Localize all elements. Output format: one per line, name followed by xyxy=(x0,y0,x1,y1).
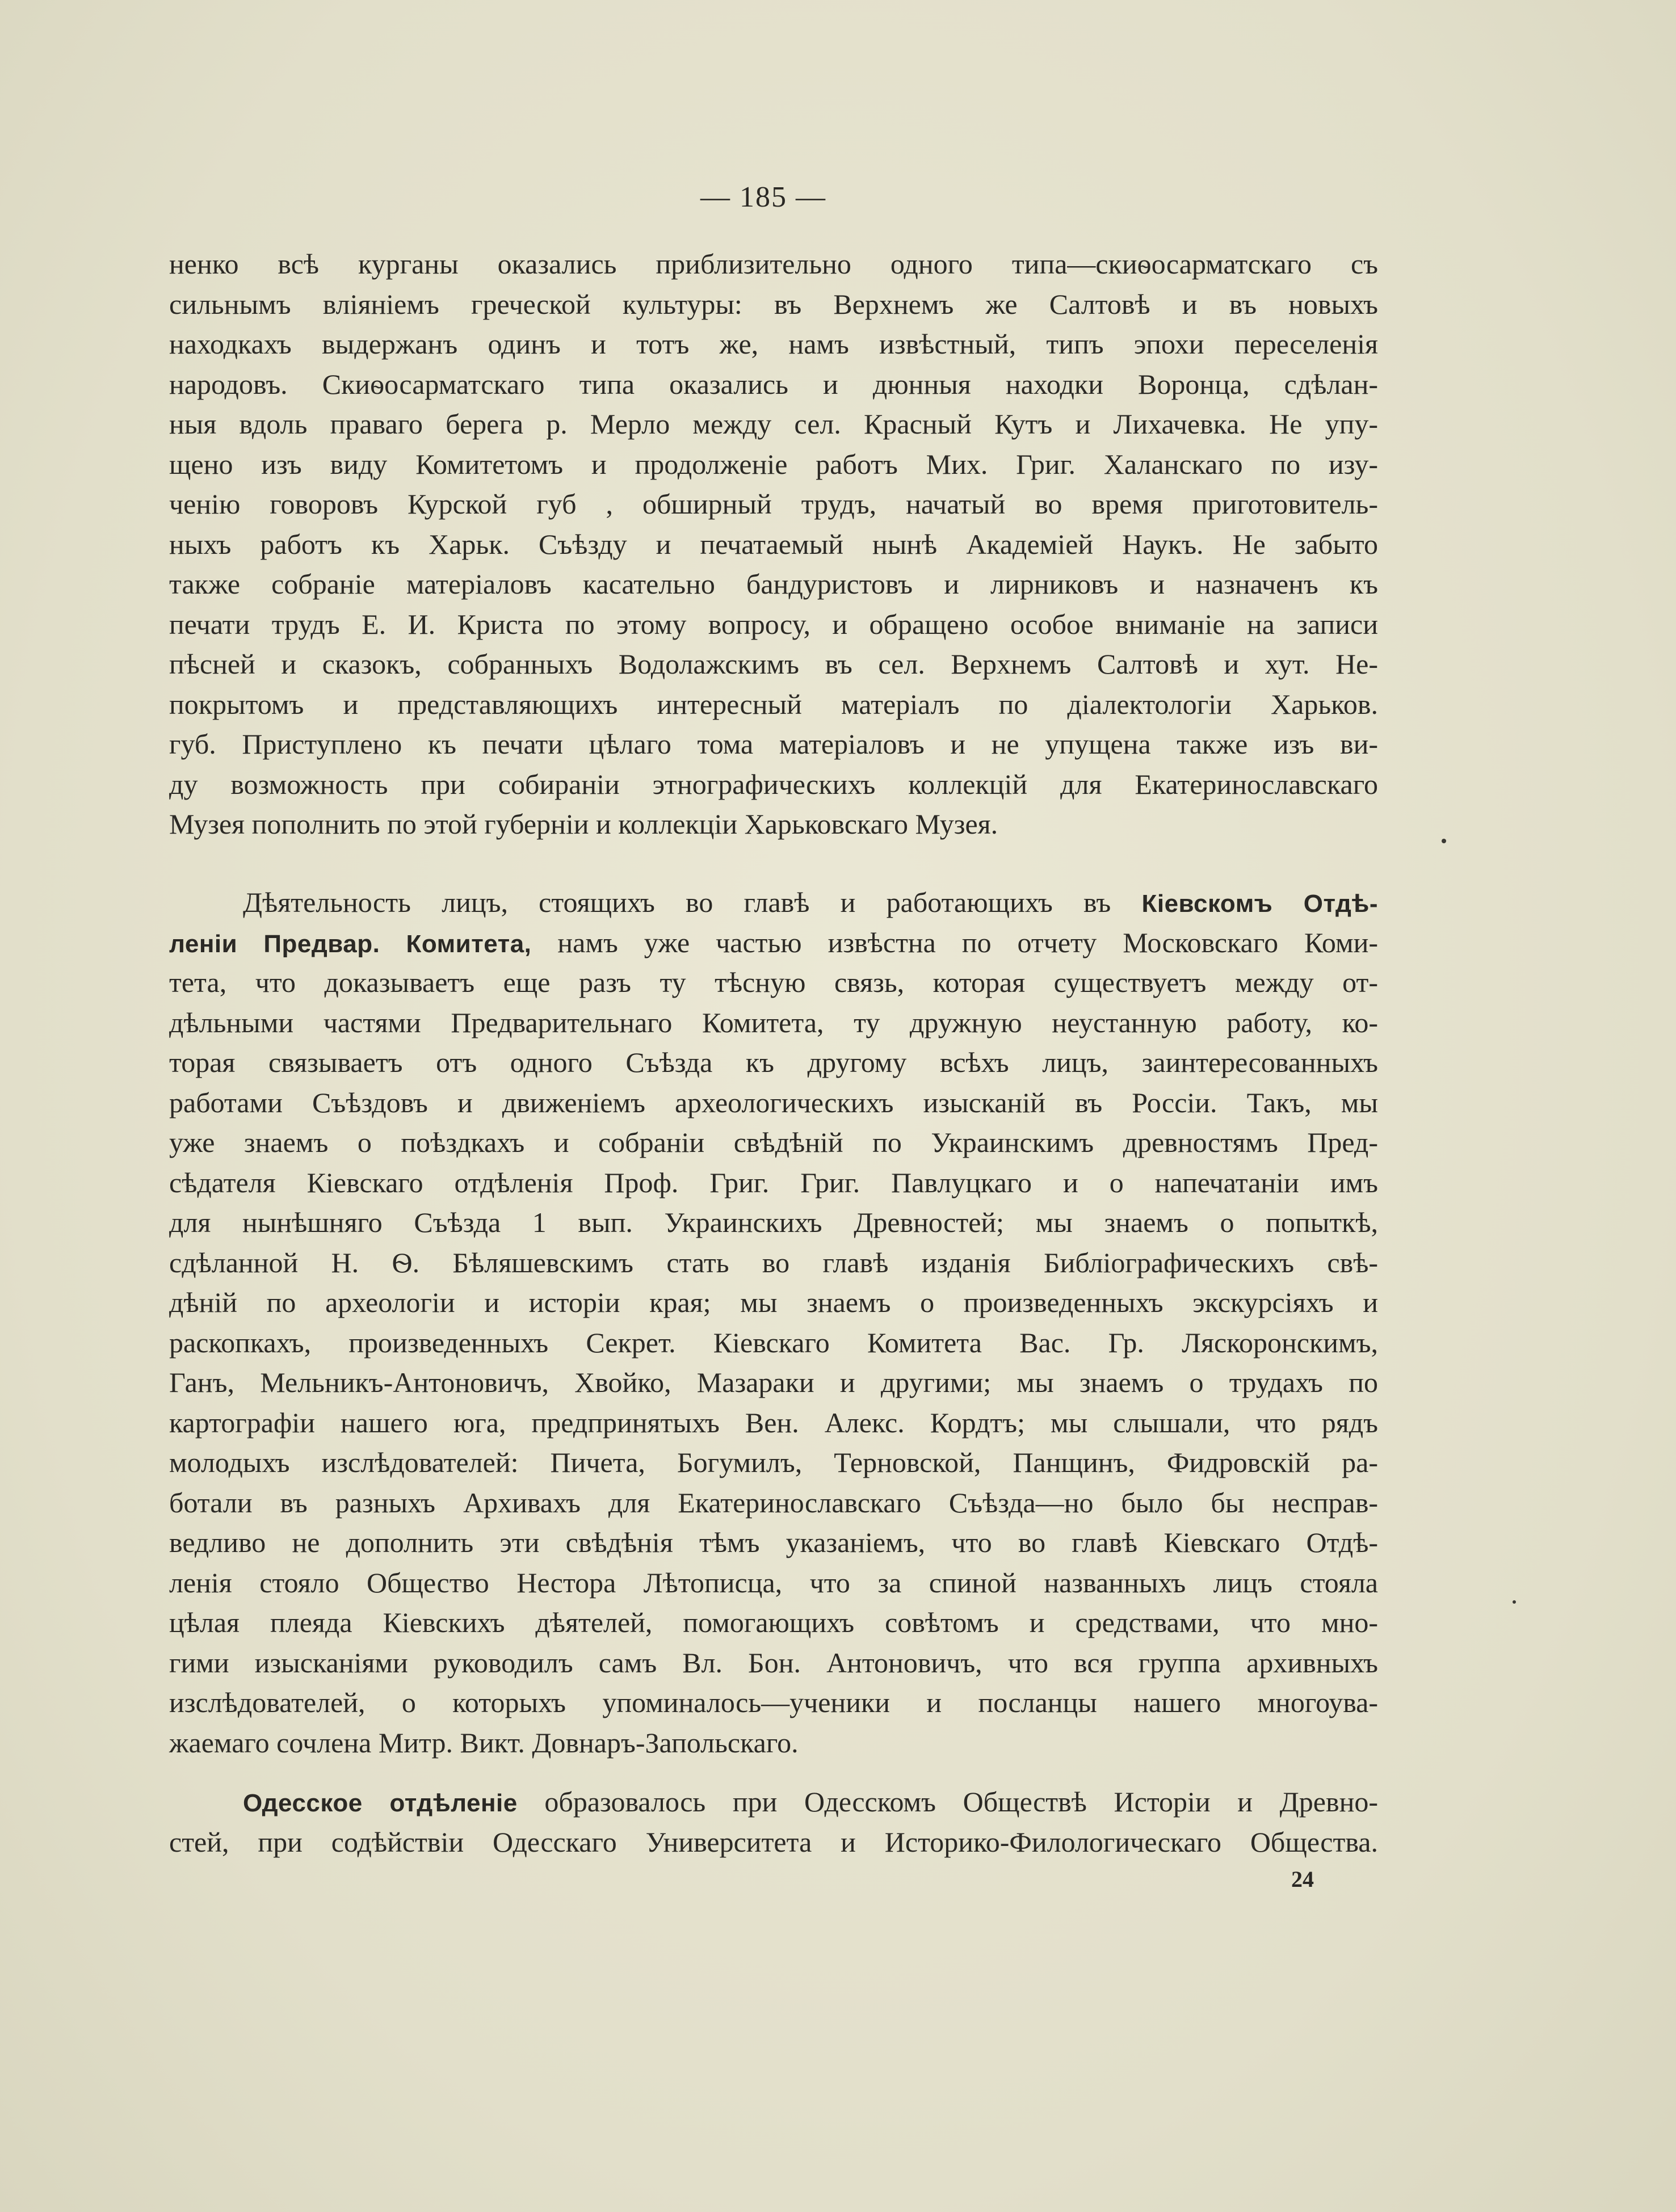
text-line: картографіи нашего юга, предпринятыхъ Вен. Алекс. Кордтъ; мы слышали, что рядъ xyxy=(169,1406,1378,1439)
text-line: ненко всѣ курганы оказались приблизительно одного типа—скиѳосарматскаго съ xyxy=(169,248,1378,280)
bold-heading: Кіевскомъ Отдѣ- xyxy=(1141,890,1378,918)
ink-speck xyxy=(1513,1600,1516,1604)
text-line: стей, при содѣйствіи Одесскаго Университета и Историко-Филологическаго Общества. xyxy=(169,1826,1378,1858)
text-segment: образовалось при Одесскомъ Обществѣ Исторіи и Древно- xyxy=(517,1786,1378,1818)
text-line: работами Съѣздовъ и движеніемъ археологическихъ изысканій въ Россіи. Такъ, мы xyxy=(169,1086,1378,1118)
text-line: уже знаемъ о поѣздкахъ и собраніи свѣдѣній по Украинскимъ древностямъ Пред- xyxy=(169,1126,1378,1158)
text-line: Ганъ, Мельникъ-Антоновичъ, Хвойко, Мазараки и другими; мы знаемъ о трудахъ по xyxy=(169,1366,1378,1398)
text-line: печати трудъ Е. И. Криста по этому вопросу, и обращено особое вниманіе на записи xyxy=(169,608,1378,640)
text-line: сильнымъ вліяніемъ греческой культуры: въ Верхнемъ же Салтовѣ и въ новыхъ xyxy=(169,288,1378,320)
text-line: ченію говоровъ Курской губ , обширный трудъ, начатый во время приготовитель- xyxy=(169,488,1378,520)
text-line: покрытомъ и представляющихъ интересный матеріалъ по діалектологіи Харьков. xyxy=(169,688,1378,720)
page-number: — 185 — xyxy=(700,181,826,213)
text-line: также собраніе матеріаловъ касательно бандуристовъ и лирниковъ и назначенъ къ xyxy=(169,568,1378,600)
text-segment: намъ уже частью извѣстна по отчету Московскаго Коми- xyxy=(531,926,1378,958)
text-line: сдѣланной Н. Ѳ. Бѣляшевскимъ стать во главѣ изданія Библіографическихъ свѣ- xyxy=(169,1246,1378,1279)
text-line: ныя вдоль праваго берега р. Мерло между сел. Красный Кутъ и Лихачевка. Не упу- xyxy=(169,408,1378,440)
text-line: раскопкахъ, произведенныхъ Секрет. Кіевскаго Комитета Вас. Гр. Ляскоронскимъ, xyxy=(169,1326,1378,1359)
text-line: дѣній по археологіи и исторіи края; мы знаемъ о произведенныхъ экскурсіяхъ и xyxy=(169,1286,1378,1318)
text-line: ботали въ разныхъ Архивахъ для Екатеринославскаго Съѣзда—но было бы несправ- xyxy=(169,1486,1378,1519)
ink-speck xyxy=(1442,839,1446,843)
text-line: изслѣдователей, о которыхъ упоминалось—ученики и посланцы нашего многоува- xyxy=(169,1687,1378,1718)
signature-mark: 24 xyxy=(1291,1866,1314,1892)
text-line: жаемаго сочлена Митр. Викт. Довнаръ-Запольскаго. xyxy=(169,1726,799,1759)
text-line: народовъ. Скиѳосарматскаго типа оказались и дюнныя находки Воронца, сдѣлан- xyxy=(169,368,1378,400)
paragraph-2 xyxy=(169,882,1378,1763)
text-line: Музея пополнить по этой губерніи и коллекціи Харьковскаго Музея. xyxy=(169,808,998,840)
text-line: ду возможность при собираніи этнографическихъ коллекцій для Екатеринославскаго xyxy=(169,768,1378,800)
text-line: молодыхъ изслѣдователей: Пичета, Богумилъ, Терновской, Панщинъ, Фидровскій ра- xyxy=(169,1446,1378,1478)
paragraph-1 xyxy=(169,244,1378,844)
text-line: цѣлая плеяда Кіевскихъ дѣятелей, помогающихъ совѣтомъ и средствами, что мно- xyxy=(169,1607,1378,1638)
text-segment: Дѣятельность лицъ, стоящихъ во главѣ и работающихъ въ xyxy=(243,886,1142,918)
text-line: торая связываетъ отъ одного Съѣзда къ другому всѣхъ лицъ, заинтересованныхъ xyxy=(169,1046,1378,1078)
text-line: тета, что доказываетъ еще разъ ту тѣсную связь, которая существуетъ между от- xyxy=(169,966,1378,998)
text-line: ленія стояло Общество Нестора Лѣтописца, что за спиной названныхъ лицъ стояла xyxy=(169,1566,1378,1599)
text-line xyxy=(169,882,1378,923)
text-line: сѣдателя Кіевскаго отдѣленія Проф. Григ. Григ. Павлуцкаго и о напечатаніи имъ xyxy=(169,1166,1378,1198)
bold-heading: леніи Предвар. Комитета, xyxy=(169,930,532,958)
text-line: ныхъ работъ къ Харьк. Съѣзду и печатаемый нынѣ Академіей Наукъ. Не забыто xyxy=(169,528,1378,560)
text-line: щено изъ виду Комитетомъ и продолженіе работъ Мих. Григ. Халанскаго по изу- xyxy=(169,448,1378,480)
text-line: ведливо не дополнить эти свѣдѣнія тѣмъ указаніемъ, что во главѣ Кіевскаго Отдѣ- xyxy=(169,1526,1378,1558)
text-line: для нынѣшняго Съѣзда 1 вып. Украинскихъ Древностей; мы знаемъ о попыткѣ, xyxy=(169,1206,1378,1238)
paragraph-3 xyxy=(169,1782,1378,1862)
text-line xyxy=(169,923,1378,963)
text-line: дѣльными частями Предварительнаго Комитета, ту дружную неустанную работу, ко- xyxy=(169,1006,1378,1038)
text-line: пѣсней и сказокъ, собранныхъ Водолажскимъ въ сел. Верхнемъ Салтовѣ и хут. Не- xyxy=(169,648,1378,680)
text-line: гими изысканіями руководилъ самъ Вл. Бон. Антоновичъ, что вся группа архивныхъ xyxy=(169,1646,1378,1679)
text-line: находкахъ выдержанъ одинъ и тотъ же, намъ извѣстный, типъ эпохи переселенія xyxy=(169,328,1378,360)
text-line xyxy=(169,1782,1378,1822)
bold-heading: Одесское отдѣленіе xyxy=(243,1789,518,1817)
text-line: губ. Приступлено къ печати цѣлаго тома матеріаловъ и не упущена также изъ ви- xyxy=(169,728,1378,760)
